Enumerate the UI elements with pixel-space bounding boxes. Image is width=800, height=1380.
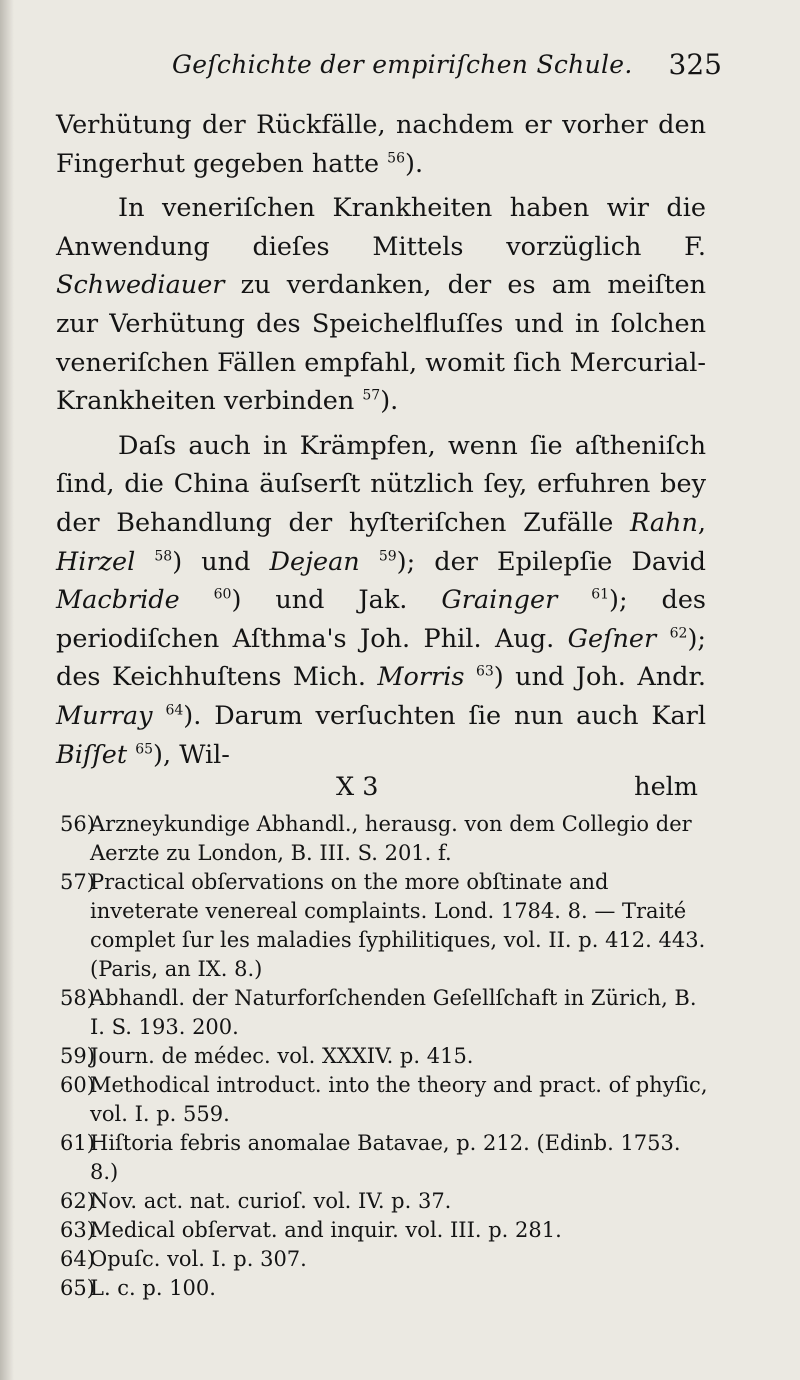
author-name: Hirzel (56, 546, 136, 577)
footnote-ref: 58 (154, 548, 173, 565)
footnote-text: L. c. p. 100. (90, 1276, 216, 1300)
binding-edge (0, 0, 14, 1380)
footnote (60, 1245, 708, 1274)
author-name: Geſner (567, 623, 657, 654)
footnote-ref: 59 (378, 548, 397, 565)
footnote-text: Methodical introduct. into the theory and pract. of phyſic, vol. I. p. 559. (90, 1073, 708, 1126)
main-text (56, 106, 706, 808)
text-run: ) und (172, 546, 270, 577)
footnote (60, 1042, 708, 1071)
text-run: ) und Joh. Andr. (493, 662, 706, 693)
footnote-number: 59) (60, 1044, 95, 1068)
page-number: 325 (668, 48, 722, 81)
footnote-ref: 57 (362, 387, 381, 404)
footnote-ref: 60 (213, 586, 232, 603)
footnote-text: Abhandl. der Naturforſchenden Geſellſchaft in Zürich, B. I. S. 193. 200. (90, 986, 697, 1039)
text-run: , (697, 507, 706, 538)
footnote-number: 58) (60, 986, 95, 1010)
footnote (60, 1187, 708, 1216)
footnote-ref: 63 (475, 663, 494, 680)
text-run: ). (380, 386, 399, 417)
footnote-ref: 65 (135, 741, 154, 757)
footnote-number: 60) (60, 1073, 95, 1097)
footnote (60, 1274, 708, 1303)
footnote (60, 1071, 708, 1129)
text-run: ). Darum verſuchten ſie nun auch Karl (183, 700, 707, 731)
paragraph-2 (56, 189, 706, 421)
text-run: Verhütung der Rückfälle, nachdem er vorher den Fingerhut gegeben hatte (56, 110, 706, 179)
text-run: In veneriſchen Krankheiten haben wir die Anwendung dieſes Mittels vorzüglich F. (56, 193, 706, 262)
footnote (60, 868, 708, 984)
footnote-text: Opuſc. vol. I. p. 307. (90, 1247, 307, 1271)
footnote-text: Nov. act. nat. curioſ. vol. IV. p. 37. (90, 1189, 452, 1213)
footnote-number: 62) (60, 1189, 95, 1213)
page-header (90, 50, 722, 90)
text-run: ) und Jak. (231, 585, 442, 616)
running-head: Geſchichte der empiriſchen Schule. (172, 50, 633, 79)
text-run: ). (405, 148, 424, 179)
text-run: ); des Keichhuſtens Mich. (56, 623, 706, 693)
footnote-number: 61) (60, 1131, 95, 1155)
footnote-number: 63) (60, 1218, 95, 1242)
footnote-text: Hiſtoria febris anomalae Batavae, p. 212. (Edinb. 1753. 8.) (90, 1131, 681, 1184)
footnote-ref: 62 (669, 625, 688, 642)
footnote-number: 65) (60, 1276, 95, 1300)
footnote-ref: 61 (591, 586, 610, 603)
footnote-text: Journ. de médec. vol. XXXIV. p. 415. (90, 1044, 474, 1068)
signature-mark: X 3 (336, 772, 379, 803)
paragraph-1 (56, 106, 706, 183)
text-run: ); der Epilepſie David (396, 546, 706, 577)
footnote-text: Medical obſervat. and inquir. vol. III. p. 281. (90, 1218, 562, 1242)
signature-row (56, 774, 706, 808)
text-run: ); des periodiſchen Aſthma's Joh. Phil. Aug. (56, 585, 707, 654)
author-name: Murray (56, 700, 153, 731)
author-name: Schwediauer (56, 270, 225, 301)
footnote-number: 56) (60, 812, 95, 836)
footnote (60, 984, 708, 1042)
footnote (60, 810, 708, 868)
paragraph-3 (56, 427, 706, 774)
author-name: Morris (377, 662, 465, 693)
footnote-number: 57) (60, 870, 95, 894)
author-name: Rahn (630, 507, 698, 538)
footnote-text: Practical obſervations on the more obſtinate and inveterate venereal complaints. Lond. 1784. 8. — Traité complet ſur les maladies ſyphilitiques, vol. II. p. 412. 443. (Paris, an IX. 8.) (90, 870, 706, 981)
footnote (60, 1216, 708, 1245)
author-name: Grainger (441, 585, 558, 616)
footnotes (60, 810, 708, 1303)
footnote-ref: 64 (165, 702, 184, 719)
author-name: Macbride (56, 585, 180, 616)
footnote-ref: 56 (387, 150, 405, 167)
text-run: ), Wil- (153, 739, 230, 770)
footnote-number: 64) (60, 1247, 95, 1271)
footnote-text: Arzneykundige Abhandl., herausg. von dem Collegio der Aerzte zu London, B. III. S. 201. f. (90, 812, 692, 865)
catchword: helm (634, 772, 698, 803)
footnote (60, 1129, 708, 1187)
text-run: Daſs auch in Krämpfen, wenn ſie aſtheniſch ſind, die China äuſserſt nützlich ſey, erfuhren bey der Behandlung der hyſteriſchen Zufälle (56, 430, 706, 538)
author-name: Dejean (269, 546, 360, 577)
author-name: Biſſet (56, 739, 128, 770)
text-run: zu verdanken, der es am meiſten zur Verhütung des Speichelfluſſes und in ſolchen veneriſchen Fällen empfahl, womit ſich Mercurial-Krankheiten verbinden (56, 270, 706, 417)
